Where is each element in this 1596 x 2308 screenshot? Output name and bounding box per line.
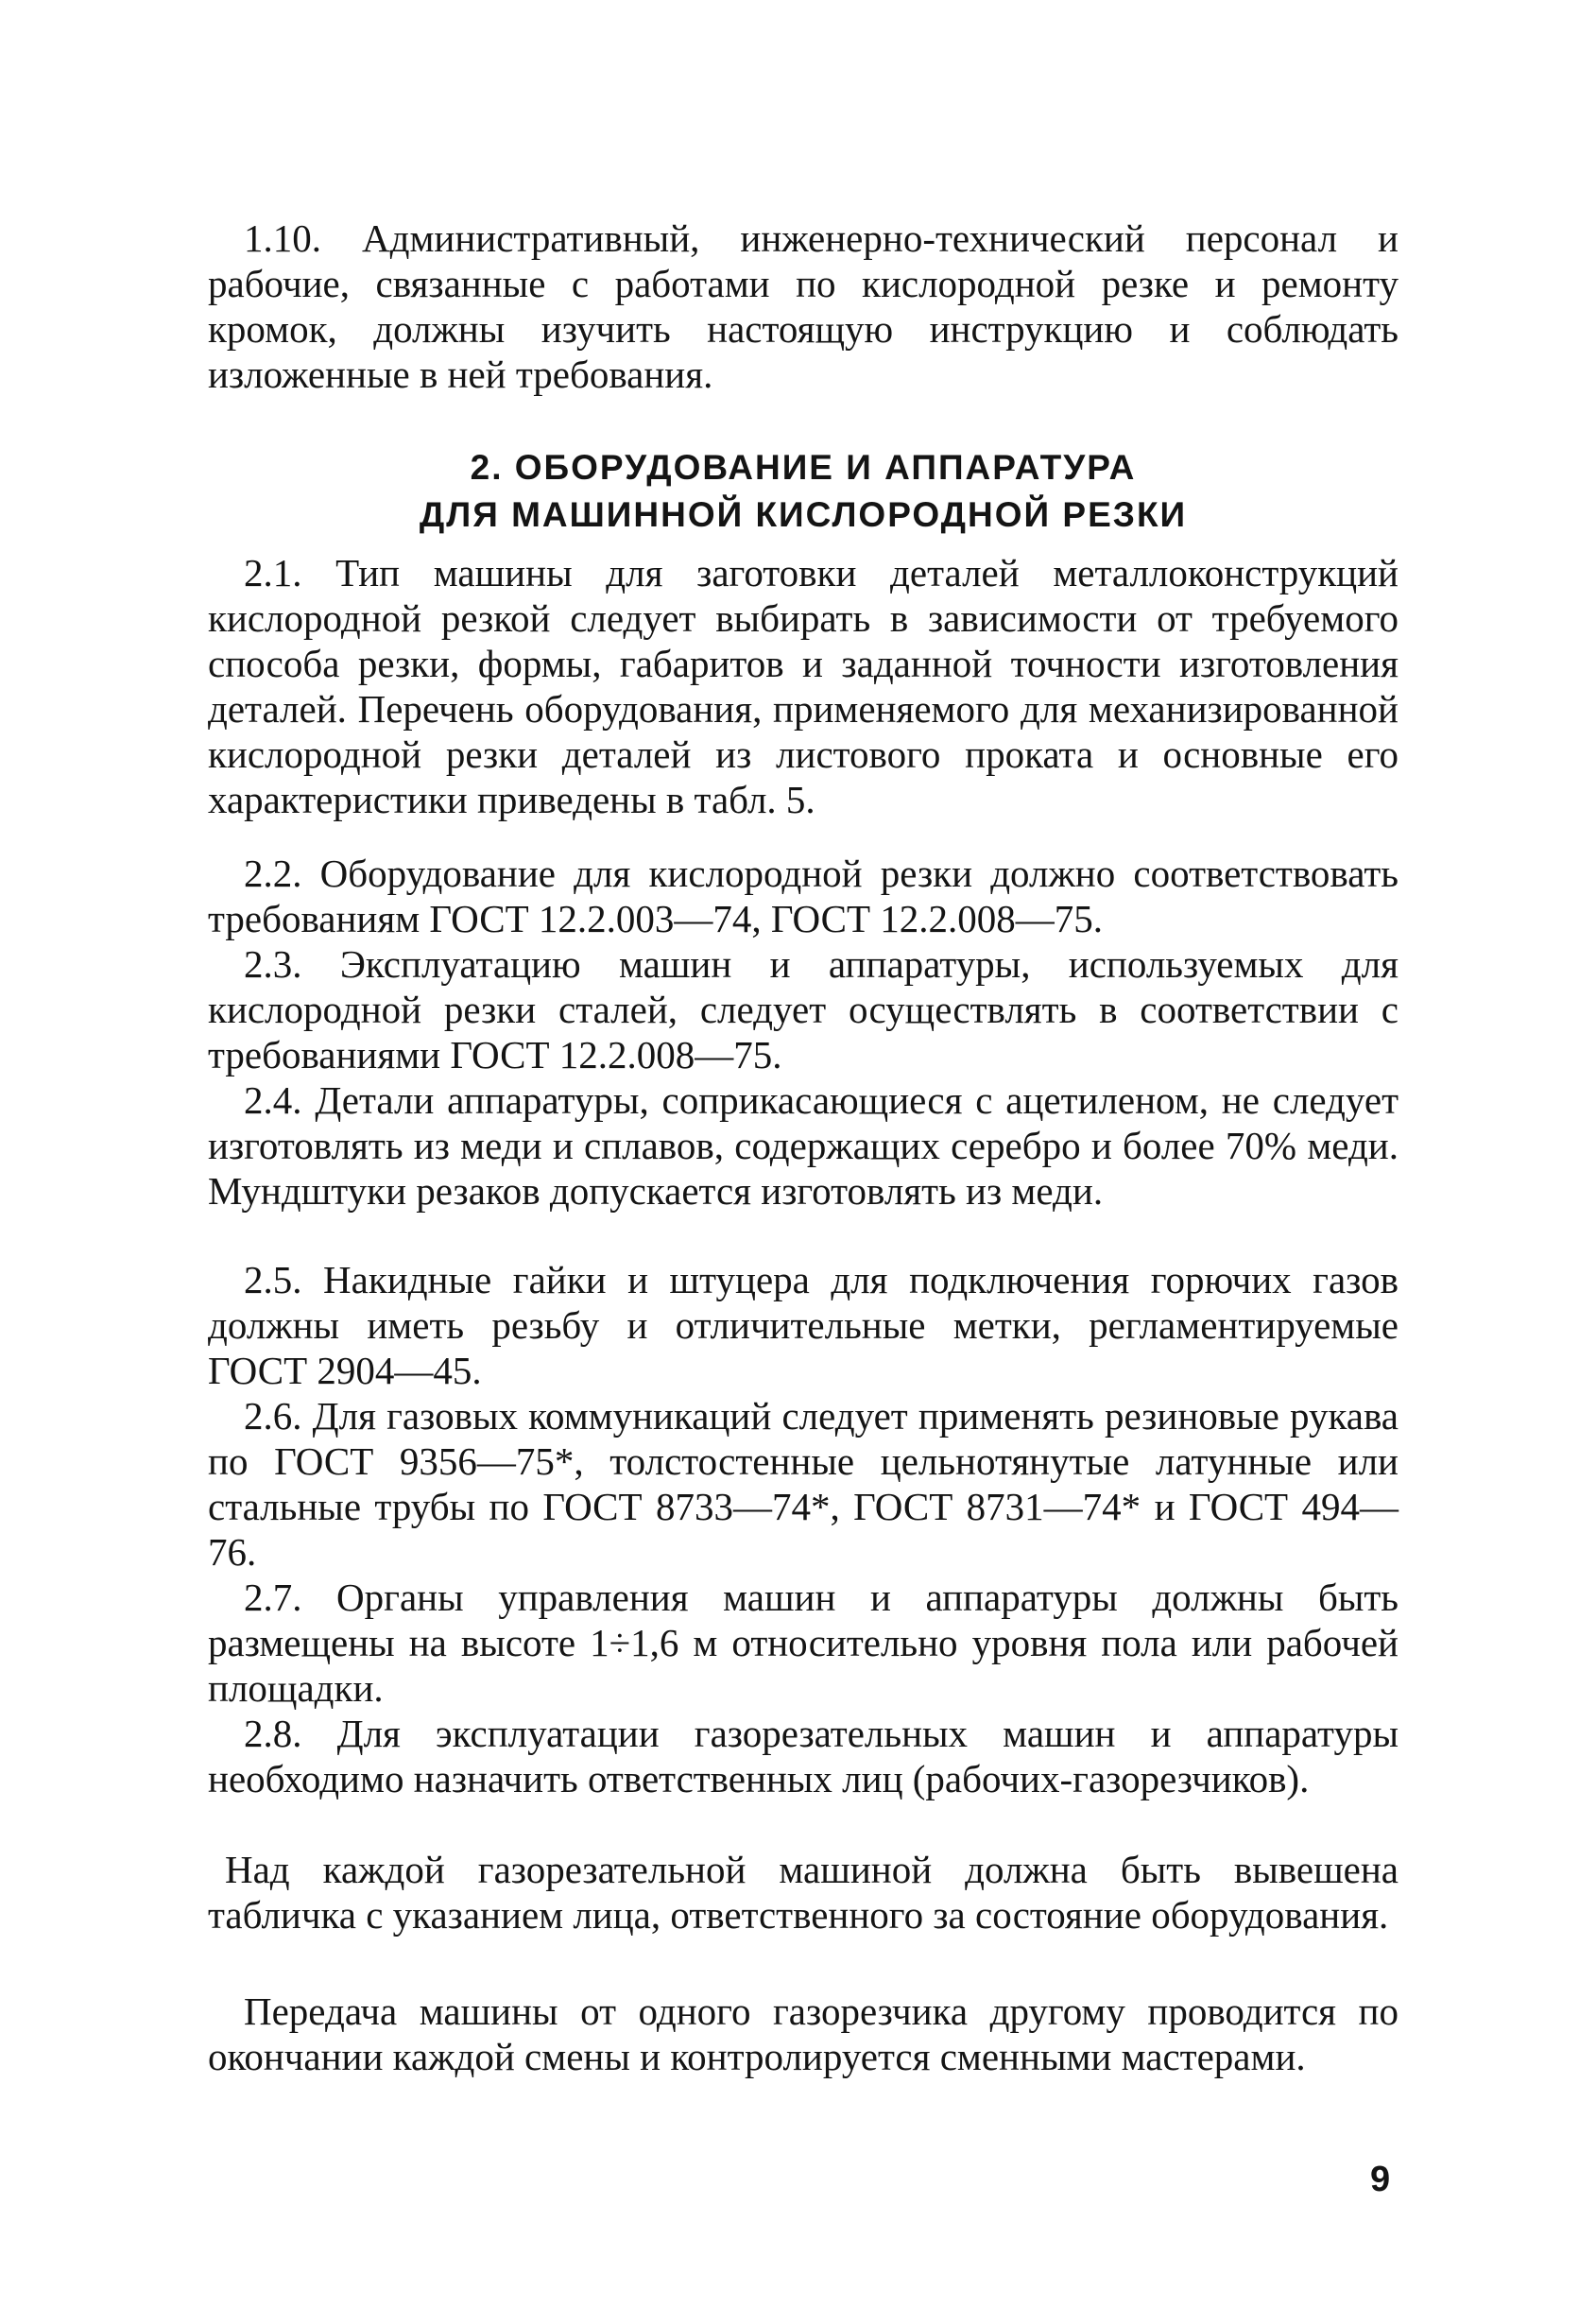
paragraph-2-7: 2.7. Органы управления машин и аппаратуры должны быть размещены на высоте 1÷1,6 м относительно уровня пола или рабочей площадки. (208, 1576, 1399, 1710)
section-heading-line-1: 2. ОБОРУДОВАНИЕ И АППАРАТУРА (470, 448, 1137, 487)
paragraph-2-2: 2.2. Оборудование для кислородной резки должно соответствовать требованиям ГОСТ 12.2.003—74, ГОСТ 12.2.008—75. (208, 852, 1399, 940)
page-number: 9 (1370, 2160, 1391, 2199)
paragraph-1-10: 1.10. Административный, инженерно-технический персонал и рабочие, связанные с работами по кислородной резке и ремонту кромок, должны изучить настоящую инструкцию и соблюдать изложенные в ней требования. (208, 216, 1399, 396)
paragraph-2-8-nameplate: Над каждой газорезательной машиной должна быть вывешена табличка с указанием лица, ответственного за состояние оборудования. (208, 1848, 1399, 1937)
paragraph-2-4: 2.4. Детали аппаратуры, соприкасающиеся с ацетиленом, не следует изготовлять из меди и сплавов, содержащих серебро и более 70% меди. Мундштуки резаков допускается изготовлять из меди. (208, 1078, 1399, 1213)
paragraph-2-8: 2.8. Для эксплуатации газорезательных машин и аппаратуры необходимо назначить ответственных лиц (рабочих-газорезчиков). (208, 1712, 1399, 1800)
paragraph-2-1: 2.1. Тип машины для заготовки деталей металлоконструкций кислородной резкой следует выбирать в зависимости от требуемого способа резки, формы, габаритов и заданной точности изготовления деталей. Перечень оборудования, применяемого для механизированной кислородной резки деталей из листового проката и основные его характеристики приведены в табл. 5. (208, 551, 1399, 821)
paragraph-2-8-handover: Передача машины от одного газорезчика другому проводится по окончании каждой смены и контролируется сменными мастерами. (208, 1989, 1399, 2078)
section-heading (208, 444, 1399, 539)
paragraph-2-5: 2.5. Накидные гайки и штуцера для подключения горючих газов должны иметь резьбу и отличительные метки, регламентируемые ГОСТ 2904—45. (208, 1258, 1399, 1392)
paragraph-2-6: 2.6. Для газовых коммуникаций следует применять резиновые рукава по ГОСТ 9356—75*, толстостенные цельнотянутые латунные или стальные трубы по ГОСТ 8733—74*, ГОСТ 8731—74* и ГОСТ 494—76. (208, 1394, 1399, 1574)
paragraph-2-3: 2.3. Эксплуатацию машин и аппаратуры, используемых для кислородной резки сталей, следует осуществлять в соответствии с требованиями ГОСТ 12.2.008—75. (208, 942, 1399, 1076)
section-heading-line-2: ДЛЯ МАШИННОЙ КИСЛОРОДНОЙ РЕЗКИ (419, 495, 1188, 534)
